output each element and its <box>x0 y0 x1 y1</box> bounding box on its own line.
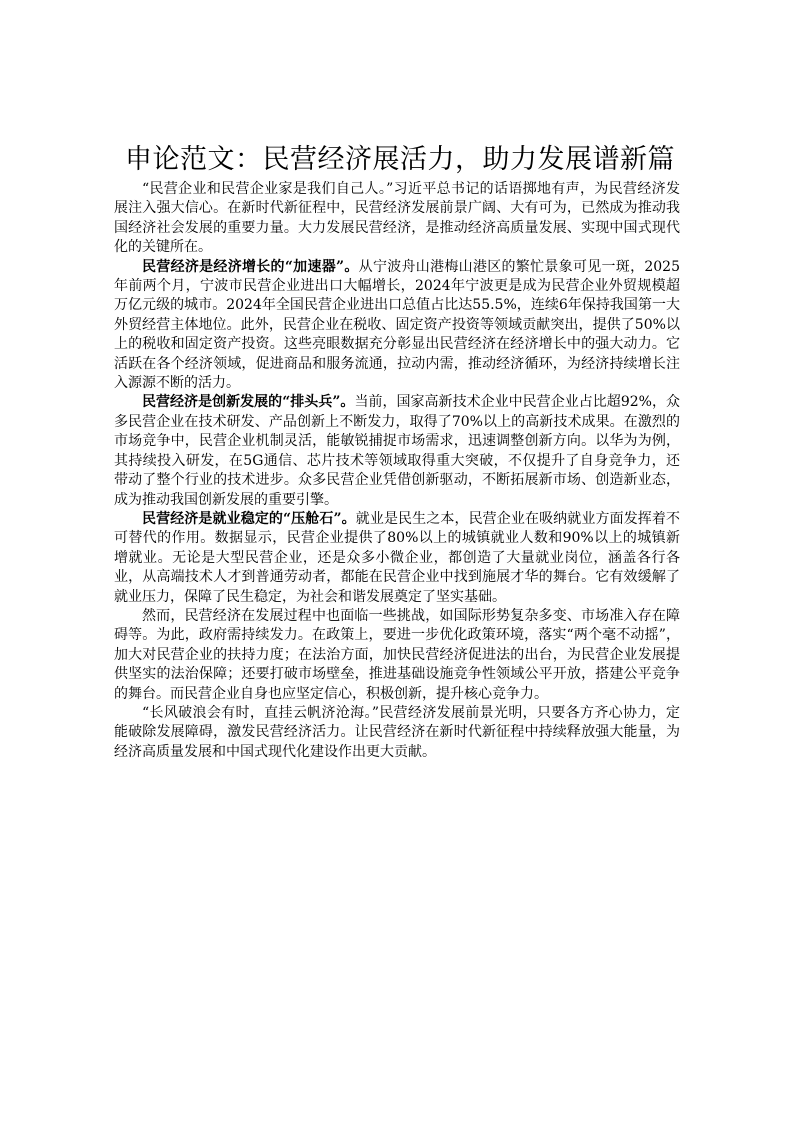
paragraph-lead: 民营经济是创新发展的“排头兵”。 <box>142 394 355 411</box>
paragraph-intro <box>114 180 680 258</box>
paragraph-conclusion <box>114 704 680 762</box>
paragraph-challenges <box>114 607 680 704</box>
paragraph-text: 就业是民生之本，民营企业在吸纳就业方面发挥着不可替代的作用。数据显示，民营企业提供了80%以上的城镇就业人数和90%以上的城镇新增就业。无论是大型民营企业，还是众多小微企业，都创造了大量就业岗位，涵盖各行各业，从高端技术人才到普通劳动者，都能在民营企业中找到施展才华的舞台。它有效缓解了就业压力，保障了民生稳定，为社会和谐发展奠定了坚实基础。 <box>114 510 681 605</box>
paragraph-growth <box>114 258 680 394</box>
document-body <box>114 180 680 762</box>
paragraph-text: 从宁波舟山港梅山港区的繁忙景象可见一斑，2025年前两个月，宁波市民营企业进出口大幅增长，2024年宁波更是成为民营企业外贸规模超万亿元级的城市。2024年全国民营企业进出口总值占比达55.5%，连续6年保持我国第一大外贸经营主体地位。此外，民营企业在税收、固定资产投资等领域贡献突出，提供了50%以上的税收和固定资产投资。这些亮眼数据充分彰显出民营经济在经济增长中的强大动力。它活跃在各个经济领域，促进商品和服务流通，拉动内需，推动经济循环，为经济持续增长注入源源不断的活力。 <box>114 258 680 392</box>
paragraph-lead: 民营经济是经济增长的“加速器”。 <box>142 258 359 275</box>
paragraph-text: 当前，国家高新技术企业中民营企业占比超92%，众多民营企业在技术研发、产品创新上不断发力，取得了70%以上的高新技术成果。在激烈的市场竞争中，民营企业机制灵活，能敏锐捕捉市场需求，迅速调整创新方向。以华为为例，其持续投入研发，在5G通信、芯片技术等领域取得重大突破，不仅提升了自身竞争力，还带动了整个行业的技术进步。众多民营企业凭借创新驱动，不断拓展新市场、创造新业态，成为推动我国创新发展的重要引擎。 <box>114 394 680 508</box>
paragraph-employment <box>114 510 680 607</box>
paragraph-text: “民营企业和民营企业家是我们自己人。”习近平总书记的话语掷地有声，为民营经济发展注入强大信心。在新时代新征程中，民营经济发展前景广阔、大有可为，已然成为推动我国经济社会发展的重要力量。大力发展民营经济，是推动经济高质量发展、实现中国式现代化的关键所在。 <box>114 181 680 256</box>
paragraph-text: “长风破浪会有时，直挂云帆济沧海。”民营经济发展前景光明，只要各方齐心协力，定能破除发展障碍，激发民营经济活力。让民营经济在新时代新征程中持续释放强大能量，为经济高质量发展和中国式现代化建设作出更大贡献。 <box>114 704 680 760</box>
paragraph-lead: 民营经济是就业稳定的“压舱石”。 <box>142 510 356 527</box>
paragraph-text: 然而，民营经济在发展过程中也面临一些挑战，如国际形势复杂多变、市场准入存在障碍等。为此，政府需持续发力。在政策上，要进一步优化政策环境，落实“两个毫不动摇”，加大对民营企业的扶持力度；在法治方面，加快民营经济促进法的出台，为民营企业发展提供坚实的法治保障；还要打破市场壁垒，推进基础设施竞争性领域公平开放，搭建公平竞争的舞台。而民营企业自身也应坚定信心，积极创新，提升核心竞争力。 <box>114 607 680 702</box>
page-title: 申论范文：民营经济展活力，助力发展谱新篇 <box>125 144 675 175</box>
paragraph-innovation <box>114 393 680 509</box>
